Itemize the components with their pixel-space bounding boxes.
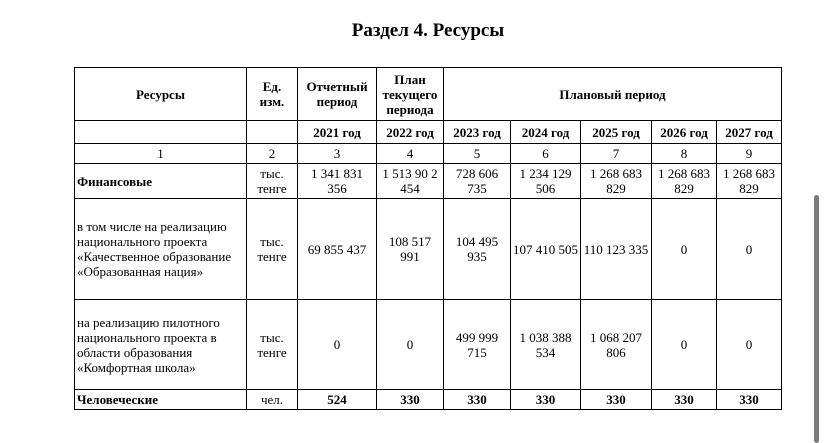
row-value: 1 268 683 829 xyxy=(652,164,717,199)
header-plan-period: Плановый период xyxy=(444,68,782,121)
row-value: 330 xyxy=(717,390,782,410)
row-label: в том числе на реализацию национального проекта «Качественное образование «Образованная нация» xyxy=(75,199,247,300)
resources-table xyxy=(74,67,782,410)
row-value: 1 068 207 806 xyxy=(581,300,652,390)
row-value: 1 341 831 356 xyxy=(298,164,377,199)
column-number: 6 xyxy=(511,144,581,164)
header-plan-current: План текущего периода xyxy=(377,68,444,121)
row-value: 728 606 735 xyxy=(444,164,511,199)
row-value: 330 xyxy=(377,390,444,410)
year-cell: 2023 год xyxy=(444,121,511,144)
row-value: 330 xyxy=(444,390,511,410)
years-row xyxy=(75,121,782,144)
row-value: 524 xyxy=(298,390,377,410)
year-cell: 2021 год xyxy=(298,121,377,144)
row-value: 330 xyxy=(581,390,652,410)
header-resources: Ресурсы xyxy=(75,68,247,121)
row-unit: тыс. тенге xyxy=(247,300,298,390)
column-number: 4 xyxy=(377,144,444,164)
section-title: Раздел 4. Ресурсы xyxy=(351,20,505,41)
row-value: 0 xyxy=(652,300,717,390)
vertical-scrollbar[interactable] xyxy=(814,195,819,443)
year-cell: 2025 год xyxy=(581,121,652,144)
row-value: 0 xyxy=(717,199,782,300)
year-cell: 2026 год xyxy=(652,121,717,144)
column-number: 3 xyxy=(298,144,377,164)
row-value: 108 517 991 xyxy=(377,199,444,300)
header-unit: Ед. изм. xyxy=(247,68,298,121)
column-number: 1 xyxy=(75,144,247,164)
row-value: 1 513 90 2 454 xyxy=(377,164,444,199)
year-cell: 2022 год xyxy=(377,121,444,144)
years-empty-cell xyxy=(247,121,298,144)
row-value: 1 268 683 829 xyxy=(581,164,652,199)
row-value: 499 999 715 xyxy=(444,300,511,390)
column-numbers-row xyxy=(75,144,782,164)
row-value: 104 495 935 xyxy=(444,199,511,300)
year-cell: 2027 год xyxy=(717,121,782,144)
column-number: 9 xyxy=(717,144,782,164)
row-value: 107 410 505 xyxy=(511,199,581,300)
row-value: 0 xyxy=(652,199,717,300)
row-value: 69 855 437 xyxy=(298,199,377,300)
row-value: 0 xyxy=(717,300,782,390)
row-quality-education xyxy=(75,199,782,300)
years-empty-cell xyxy=(75,121,247,144)
row-label: Человеческие xyxy=(75,390,247,410)
row-financial xyxy=(75,164,782,199)
column-number: 2 xyxy=(247,144,298,164)
row-unit: тыс. тенге xyxy=(247,199,298,300)
row-value: 1 234 129 506 xyxy=(511,164,581,199)
row-value: 1 268 683 829 xyxy=(717,164,782,199)
column-number: 7 xyxy=(581,144,652,164)
row-value: 330 xyxy=(511,390,581,410)
row-value: 1 038 388 534 xyxy=(511,300,581,390)
column-number: 5 xyxy=(444,144,511,164)
header-report-period: Отчетный период xyxy=(298,68,377,121)
row-label: Финансовые xyxy=(75,164,247,199)
year-cell: 2024 год xyxy=(511,121,581,144)
column-number: 8 xyxy=(652,144,717,164)
row-value: 0 xyxy=(377,300,444,390)
row-value: 110 123 335 xyxy=(581,199,652,300)
row-human xyxy=(75,390,782,410)
header-row xyxy=(75,68,782,121)
row-value: 330 xyxy=(652,390,717,410)
row-value: 0 xyxy=(298,300,377,390)
row-unit: тыс. тенге xyxy=(247,164,298,199)
row-unit: чел. xyxy=(247,390,298,410)
row-comfortable-school xyxy=(75,300,782,390)
row-label: на реализацию пилотного национального проекта в области образования «Комфортная школа» xyxy=(75,300,247,390)
